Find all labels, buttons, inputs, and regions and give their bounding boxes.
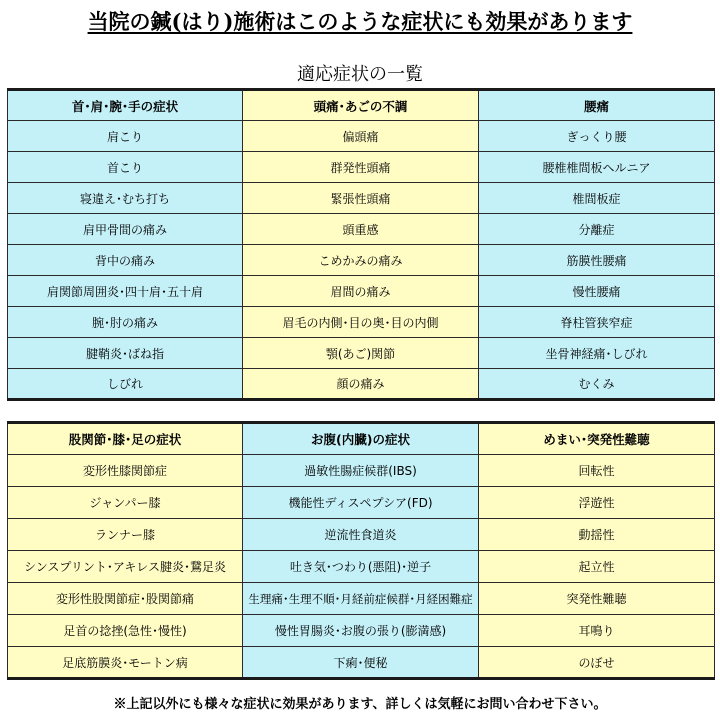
table-header-row xyxy=(8,423,715,455)
table-cell: 逆流性食道炎 xyxy=(243,519,479,551)
table-cell: 動揺性 xyxy=(479,519,715,551)
table-cell: ジャンパー膝 xyxy=(8,487,243,519)
table-cell: シンスプリント･アキレス腱炎･鵞足炎 xyxy=(8,551,243,583)
table-row xyxy=(8,276,715,307)
table-cell: 偏頭痛 xyxy=(243,121,479,152)
symptom-table-lower xyxy=(7,421,715,680)
table-cell: しびれ xyxy=(8,369,243,400)
table-cell: 眉毛の内側･目の奥･目の内側 xyxy=(243,307,479,338)
table-cell: 肩甲骨間の痛み xyxy=(8,214,243,245)
table-cell: むくみ xyxy=(479,369,715,400)
table-cell: ぎっくり腰 xyxy=(479,121,715,152)
table-cell: のぼせ xyxy=(479,647,715,679)
table-cell: 顔の痛み xyxy=(243,369,479,400)
table-cell: 椎間板症 xyxy=(479,183,715,214)
table-cell: 肩関節周囲炎･四十肩･五十肩 xyxy=(8,276,243,307)
table-cell: 寝違え･むち打ち xyxy=(8,183,243,214)
table-cell: 背中の痛み xyxy=(8,245,243,276)
column-header: 股関節･膝･足の症状 xyxy=(8,423,243,455)
table-cell: 眉間の痛み xyxy=(243,276,479,307)
symptom-table-upper xyxy=(7,88,715,401)
table-cell: 筋膜性腰痛 xyxy=(479,245,715,276)
table-cell: 群発性頭痛 xyxy=(243,152,479,183)
table-cell: 腕･肘の痛み xyxy=(8,307,243,338)
table-cell: 慢性腰痛 xyxy=(479,276,715,307)
table-cell: こめかみの痛み xyxy=(243,245,479,276)
table-cell: 肩こり xyxy=(8,121,243,152)
table-caption: 適応症状の一覧 xyxy=(297,64,423,85)
table-cell: 緊張性頭痛 xyxy=(243,183,479,214)
table-cell: 耳鳴り xyxy=(479,615,715,647)
table-cell: 変形性股関節症･股関節痛 xyxy=(8,583,243,615)
table-row xyxy=(8,183,715,214)
table-row xyxy=(8,647,715,679)
column-header: めまい･突発性難聴 xyxy=(479,423,715,455)
table-row xyxy=(8,615,715,647)
column-header: 頭痛･あごの不調 xyxy=(243,90,479,121)
table-cell: 生理痛･生理不順･月経前症候群･月経困難症 xyxy=(243,583,479,615)
table-cell: 坐骨神経痛･しびれ xyxy=(479,338,715,369)
table-cell: 下痢･便秘 xyxy=(243,647,479,679)
table-cell: 顎(あご)関節 xyxy=(243,338,479,369)
table-cell: 慢性胃腸炎･お腹の張り(膨満感) xyxy=(243,615,479,647)
table-cell: 変形性膝関節症 xyxy=(8,455,243,487)
table-cell: 吐き気･つわり(悪阻)･逆子 xyxy=(243,551,479,583)
table-cell: 突発性難聴 xyxy=(479,583,715,615)
table-row xyxy=(8,307,715,338)
column-header: 首･肩･腕･手の症状 xyxy=(8,90,243,121)
table-cell: 起立性 xyxy=(479,551,715,583)
table-cell: 腰椎椎間板ヘルニア xyxy=(479,152,715,183)
table-cell: 浮遊性 xyxy=(479,487,715,519)
table-cell: 脊柱管狭窄症 xyxy=(479,307,715,338)
column-header: 腰痛 xyxy=(479,90,715,121)
table-row xyxy=(8,245,715,276)
footnote: ※上記以外にも様々な症状に効果があります、詳しくは気軽にお問い合わせ下さい。 xyxy=(113,697,607,712)
table-cell: 足底筋膜炎･モートン病 xyxy=(8,647,243,679)
table-row xyxy=(8,551,715,583)
table-cell: 過敏性腸症候群(IBS) xyxy=(243,455,479,487)
table-row xyxy=(8,121,715,152)
table-header-row xyxy=(8,90,715,121)
page-title-text: 当院の鍼(はり)施術はこのような症状にも効果があります xyxy=(87,9,633,34)
table-row xyxy=(8,152,715,183)
table-row xyxy=(8,369,715,400)
table-cell: 分離症 xyxy=(479,214,715,245)
table-cell: 頭重感 xyxy=(243,214,479,245)
column-header: お腹(内臓)の症状 xyxy=(243,423,479,455)
table-cell: 足首の捻挫(急性･慢性) xyxy=(8,615,243,647)
table-cell: 機能性ディスペプシア(FD) xyxy=(243,487,479,519)
table-row xyxy=(8,583,715,615)
table-row xyxy=(8,487,715,519)
table-cell: 首こり xyxy=(8,152,243,183)
table-row xyxy=(8,455,715,487)
table-cell: ランナー膝 xyxy=(8,519,243,551)
table-cell: 回転性 xyxy=(479,455,715,487)
table-row xyxy=(8,338,715,369)
table-cell: 腱鞘炎･ばね指 xyxy=(8,338,243,369)
table-row xyxy=(8,519,715,551)
page-title xyxy=(0,6,720,36)
table-row xyxy=(8,214,715,245)
